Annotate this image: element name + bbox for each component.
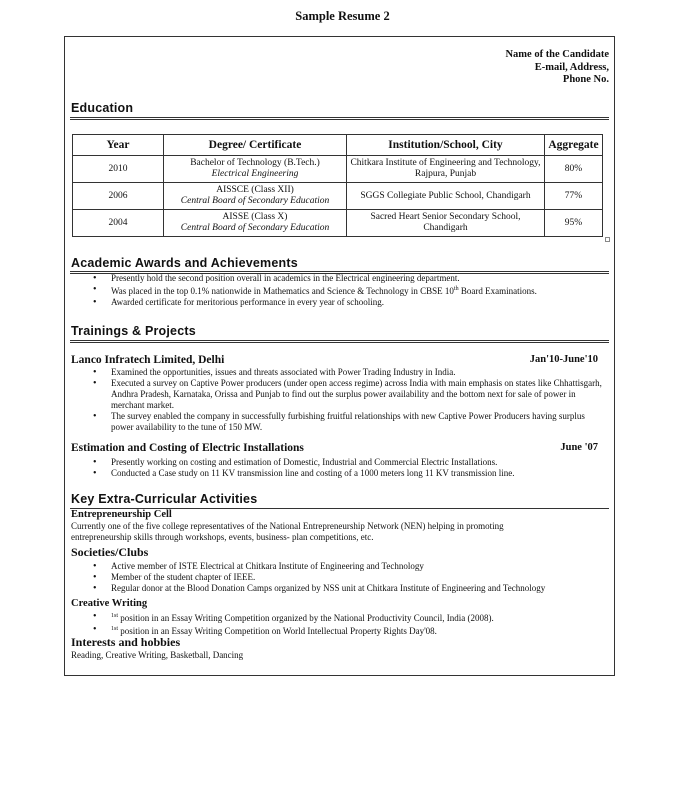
table-row (73, 156, 603, 183)
entrepreneurship-text: Currently one of the five college representatives of the National Entrepreneurship Network (NEN) helping in promoting entrepreneurship skills through workshops, events, business- plan competitions, etc. (71, 521, 504, 542)
list-item: • $^{1st}$ position in an Essay Writing Competition organized by the National Productivity Council, India (2008). (71, 611, 611, 624)
education-rule (70, 117, 609, 120)
list-item: • Was placed in the top 0.1% nationwide in Mathematics and Science & Technology in CBSE 10th Board Examinations. (71, 284, 611, 297)
column-header: Year (73, 135, 164, 156)
column-header: Aggregate (545, 135, 603, 156)
institution-cell: Sacred Heart Senior Secondary School, Chandigarh (347, 210, 545, 237)
resume-frame (64, 36, 615, 676)
societies-list (71, 561, 611, 594)
degree-sub: Central Board of Secondary Education (180, 223, 330, 233)
list-item: • Presently working on costing and estimation of Domestic, Industrial and Commercial Electric Installations. (71, 457, 605, 468)
awards-list (71, 273, 611, 308)
list-item: • Presently hold the second position overall in academics in the Electrical engineering department. (71, 273, 611, 284)
estimation-list (71, 457, 605, 479)
job-estimation (71, 442, 598, 454)
job-lanco (71, 354, 598, 366)
trainings-heading: Trainings & Projects (71, 324, 196, 338)
degree-cell (164, 156, 347, 183)
list-item: • Regular donor at the Blood Donation Camps organized by NSS unit at Chitkara Institute of Engineering and Technology (71, 583, 611, 594)
year-cell: 2004 (73, 210, 164, 237)
candidate-contact: E-mail, Address, (534, 61, 609, 73)
table-row (73, 183, 603, 210)
list-item: • Awarded certificate for meritorious performance in every year of schooling. (71, 297, 611, 308)
creative-title: Creative Writing (71, 598, 148, 609)
degree-name: AISSE (Class X) (222, 212, 288, 222)
degree-cell (164, 210, 347, 237)
trainings-rule (70, 340, 609, 343)
list-item: • Active member of ISTE Electrical at Chitkara Institute of Engineering and Technology (71, 561, 611, 572)
list-item: • Member of the student chapter of IEEE. (71, 572, 611, 583)
job-date: June '07 (560, 442, 598, 453)
education-table (72, 134, 603, 237)
entrepreneurship-title: Entrepreneurship Cell (71, 509, 172, 520)
table-header-row (73, 135, 603, 156)
year-cell: 2006 (73, 183, 164, 210)
job-title: Lanco Infratech Limited, Delhi (71, 354, 225, 366)
degree-name: AISSCE (Class XII) (216, 185, 294, 195)
institution-cell: SGGS Collegiate Public School, Chandigarh (347, 183, 545, 210)
table-resize-handle (605, 237, 610, 242)
column-header: Degree/ Certificate (164, 135, 347, 156)
table-row (73, 210, 603, 237)
aggregate-cell: 80% (545, 156, 603, 183)
education-heading: Education (71, 101, 134, 115)
degree-sub: Central Board of Secondary Education (180, 196, 330, 206)
job-date: Jan'10-June'10 (529, 354, 598, 365)
extracurricular-heading: Key Extra-Curricular Activities (71, 492, 258, 506)
interests-text: Reading, Creative Writing, Basketball, Dancing (71, 650, 244, 660)
interests-title: Interests and hobbies (71, 635, 181, 649)
aggregate-cell: 77% (545, 183, 603, 210)
degree-cell (164, 183, 347, 210)
list-item: • The survey enabled the company in successfully furbishing fruitful relationships with new Captive Power Producers having surplus power availability to the tune of 150 MW. (71, 411, 605, 433)
candidate-phone: Phone No. (562, 74, 609, 85)
job-title: Estimation and Costing of Electric Installations (71, 442, 304, 454)
degree-sub: Electrical Engineering (211, 169, 299, 179)
degree-name: Bachelor of Technology (B.Tech.) (190, 158, 320, 168)
candidate-name: Name of the Candidate (505, 49, 609, 60)
awards-heading: Academic Awards and Achievements (71, 256, 298, 270)
lanco-list (71, 367, 605, 433)
list-item: • $^{1st}$ position in an Essay Writing Competition on World Intellectual Property Rights Day'08. (71, 624, 611, 637)
page-title: Sample Resume 2 (295, 9, 390, 23)
societies-title: Societies/Clubs (71, 545, 149, 559)
institution-cell: Chitkara Institute of Engineering and Technology, Rajpura, Punjab (347, 156, 545, 183)
candidate-header (505, 49, 609, 87)
column-header: Institution/School, City (347, 135, 545, 156)
creative-list (71, 611, 611, 637)
year-cell: 2010 (73, 156, 164, 183)
list-item: • Executed a survey on Captive Power producers (under open access regime) across India with main emphasis on states like Chhattisgarh, Andhra Pradesh, Karnataka, Orissa and Punjab to find out the surplus power availability and the bottom next for sale of power in merchant market. (71, 378, 605, 411)
aggregate-cell: 95% (545, 210, 603, 237)
list-item: • Examined the opportunities, issues and threats associated with Power Trading Industry in India. (71, 367, 605, 378)
list-item: • Conducted a Case study on 11 KV transmission line and costing of a 1000 meters long 11 KV transmission line. (71, 468, 605, 479)
